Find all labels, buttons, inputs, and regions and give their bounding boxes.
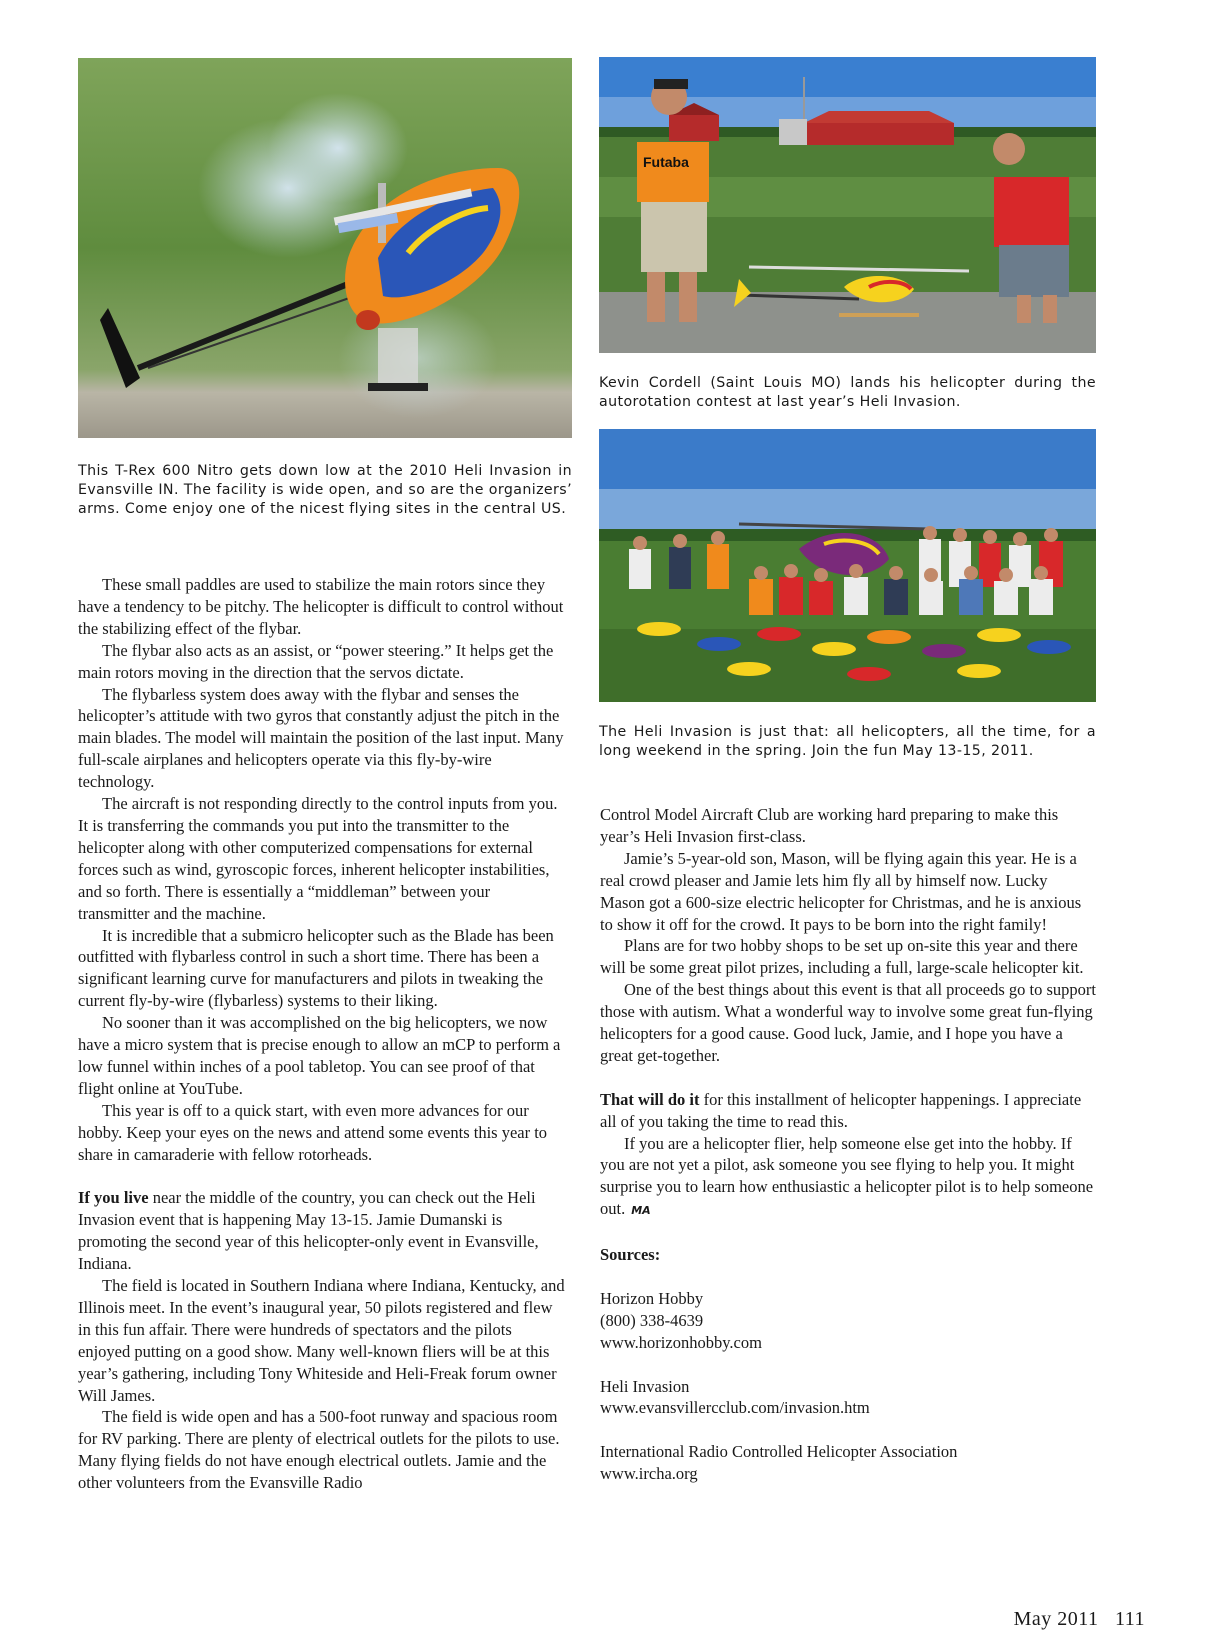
right-para-hobby-shops: Plans are for two hobby shops to be set up on-site this year and there will be some great pilot prizes, including a full, large-scale helicopter kit. bbox=[600, 936, 1084, 978]
left-para-5: It is incredible that a submicro helicopter such as the Blade has been outfitted with flybarless control in such a short time. There has been a significant learning curve for manufacturers and pilots in tweaking the current fly-by-wire (flybarless) systems to their liking. bbox=[78, 925, 554, 1011]
right-para-autism: One of the best things about this event is that all proceeds go to support those with autism. What a wonderful way to involve some great fun-flying helicopters for a good cause. Good luck, Jamie, and I hope you have a great get-together. bbox=[600, 980, 1096, 1065]
sources-heading-text: Sources: bbox=[600, 1245, 661, 1265]
left-column-body bbox=[78, 574, 565, 1494]
left-para-1: These small paddles are used to stabilize the main rotors since they have a tendency to be pitchy. The helicopter is difficult to control without the stabilizing effect of the flybar. bbox=[78, 575, 564, 638]
ma-end-mark: MA bbox=[631, 1204, 651, 1218]
caption-heli-invasion-group: The Heli Invasion is just that: all helicopters, all the time, for a long weekend in the spring. Join the fun May 13-15, 2011. bbox=[599, 724, 1096, 759]
trex-helicopter-image bbox=[78, 58, 572, 438]
closing-lead: That will do it bbox=[600, 1089, 700, 1109]
right-para-closing bbox=[600, 1089, 1096, 1133]
left-para-2: The flybar also acts as an assist, or “power steering.” It helps get the main rotors moving in the direction that the servos dictate. bbox=[78, 640, 554, 682]
photo-heli-invasion-group bbox=[599, 429, 1096, 702]
source-heli-invasion bbox=[600, 1376, 1096, 1420]
left-para-4: The aircraft is not responding directly to the control inputs from you. It is transferring the commands you put into the transmitter to the helicopter along with other computerized compensations for external forces such as wind, gyroscopic forces, inherent helicopter instabilities, and so forth. There is essentially a “middleman” between your transmitter and the machine. bbox=[78, 794, 558, 923]
closing-rest: for this installment of helicopter happenings. I appreciate all of you taking the time to read this. bbox=[600, 1089, 1082, 1131]
right-para-mason: Jamie’s 5-year-old son, Mason, will be flying again this year. He is a real crowd pleaser and Jamie lets him fly all by himself now. Lucky Mason got a 600-size electric helicopter for Christmas, and he is anxious to show it off for the crowd. It pays to be born into the right family! bbox=[600, 848, 1082, 934]
source-name: Horizon Hobby bbox=[600, 1288, 704, 1308]
futaba-logo-text: Futaba bbox=[643, 154, 689, 170]
left-para-if-you-live bbox=[78, 1187, 565, 1275]
source-name: International Radio Controlled Helicopter Association bbox=[600, 1442, 958, 1462]
left-para-7: This year is off to a quick start, with even more advances for our hobby. Keep your eyes on the news and attend some events this year to share in camaraderie with fellow rotorheads. bbox=[78, 1100, 548, 1164]
right-para-final bbox=[600, 1133, 1096, 1223]
final-text: If you are a helicopter flier, help someone else get into the hobby. If you are not yet a pilot, ask someone you see flying to help you. It might surprise you to learn how enthusiastic a helicopter pilot is to help someone out. bbox=[600, 1133, 1094, 1219]
if-you-live-lead: If you live bbox=[78, 1188, 149, 1208]
source-url[interactable]: www.horizonhobby.com bbox=[600, 1332, 762, 1352]
source-name: Heli Invasion bbox=[600, 1376, 690, 1396]
source-url[interactable]: www.ircha.org bbox=[600, 1464, 698, 1484]
right-continued-text: Control Model Aircraft Club are working hard preparing to make this year’s Heli Invasion first-class. bbox=[600, 805, 1059, 846]
kevin-cordell-image bbox=[599, 57, 1096, 353]
left-para-field-open: The field is wide open and has a 500-foot runway and spacious room for RV parking. There are plenty of electrical outlets for the pilots to use. Many flying fields do not have enough electrical outlets. Jamie and the other volunteers from the Evansville Radio bbox=[78, 1407, 560, 1493]
source-ircha bbox=[600, 1441, 1096, 1485]
photo-kevin-cordell bbox=[599, 57, 1096, 353]
source-phone: (800) 338-4639 bbox=[600, 1310, 704, 1330]
left-para-3: The flybarless system does away with the flybar and senses the helicopter’s attitude with two gyros that constantly adjust the pitch in the main blades. The model will maintain the position of the last input. Many full-scale airplanes and helicopters operate via this fly-by-wire technology. bbox=[78, 684, 564, 792]
caption-trex: This T-Rex 600 Nitro gets down low at the 2010 Heli Invasion in Evansville IN. The facility is wide open, and so are the organizers’ arms. Come enjoy one of the nicest flying sites in the central US. bbox=[78, 463, 572, 517]
photo-trex-600-nitro bbox=[78, 58, 572, 438]
source-horizon-hobby bbox=[600, 1288, 1096, 1354]
heli-invasion-group-image bbox=[599, 429, 1096, 702]
caption-kevin-cordell: Kevin Cordell (Saint Louis MO) lands his helicopter during the autorotation contest at last year’s Heli Invasion. bbox=[599, 375, 1096, 410]
right-column-body bbox=[600, 804, 1096, 1485]
left-para-6: No sooner than it was accomplished on the big helicopters, we now have a micro system that is precise enough to allow an mCP to perform a low funnel within inches of a pool tabletop. You can see proof of that flight online at YouTube. bbox=[78, 1013, 561, 1098]
sources-heading bbox=[600, 1244, 1096, 1266]
source-url[interactable]: www.evansvillercclub.com/invasion.htm bbox=[600, 1398, 870, 1418]
if-you-live-rest: near the middle of the country, you can check out the Heli Invasion event that is happening May 13-15. Jamie Dumanski is promoting the second year of this helicopter-only event in Evansville, Indiana. bbox=[78, 1188, 539, 1274]
page-folio: May 2011 111 bbox=[1013, 1608, 1145, 1630]
left-para-field-location: The field is located in Southern Indiana where Indiana, Kentucky, and Illinois meet. In the event’s inaugural year, 50 pilots registered and flew in this fun affair. There were hundreds of spectators and the pilots enjoyed putting on a good show. Many well-known fliers will be at this year’s gathering, including Tony Whiteside and Heli-Freak forum owner Will James. bbox=[78, 1275, 565, 1405]
